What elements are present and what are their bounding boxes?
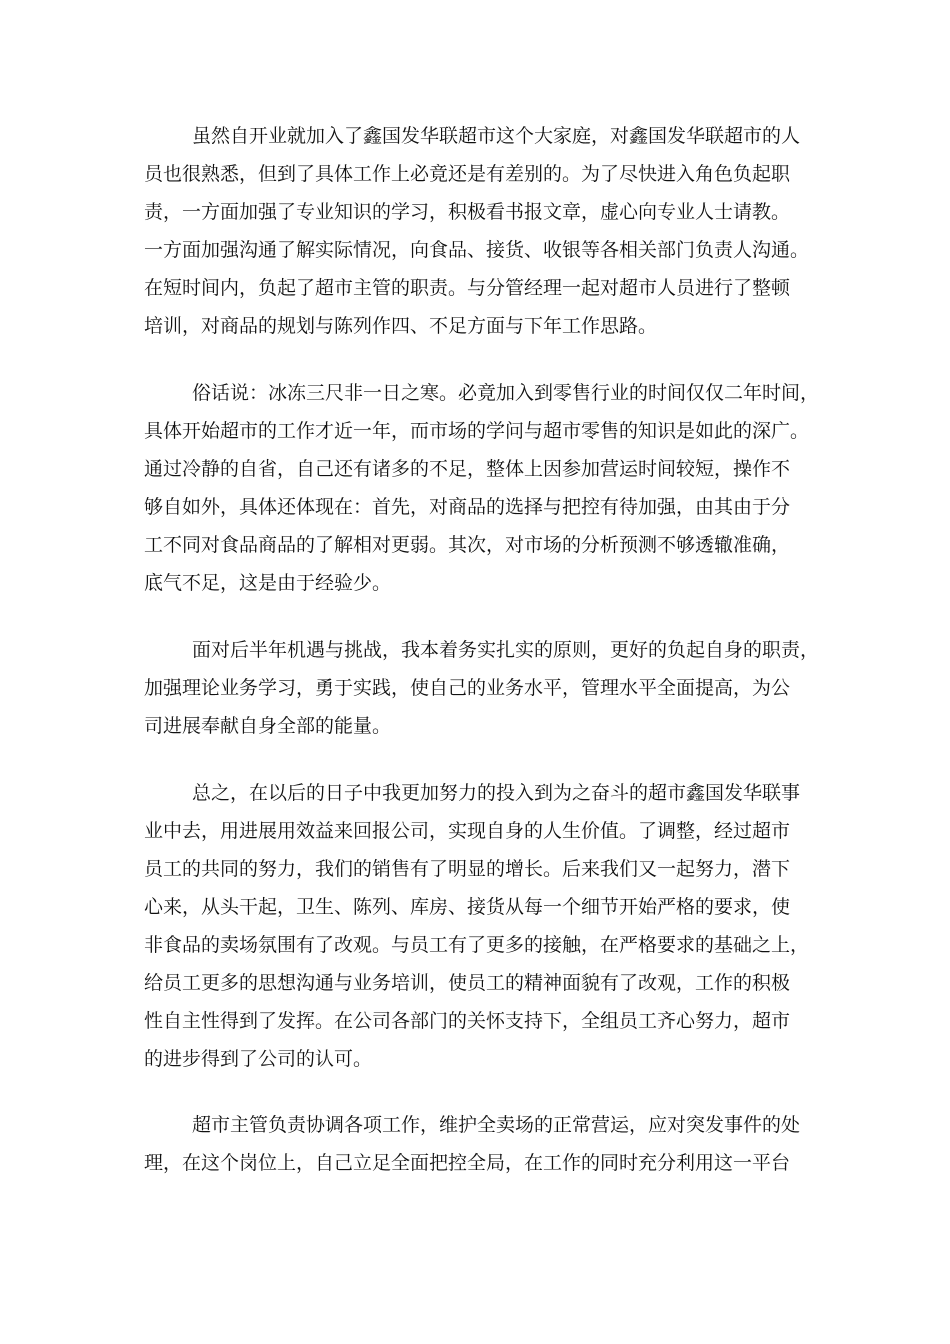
text-line: 给员工更多的思想沟通与业务培训，使员工的精神面貌有了改观，工作的积极: [144, 972, 791, 994]
paragraph-2: [144, 374, 834, 602]
text-line: 性自主性得到了发挥。在公司各部门的关怀支持下，全组员工齐心努力，超市: [144, 1010, 791, 1032]
text-line: 的进步得到了公司的认可。: [144, 1048, 373, 1070]
text-line: 底气不足，这是由于经验少。: [144, 572, 392, 594]
text-line: 责，一方面加强了专业知识的学习，积极看书报文章，虚心向专业人士请教。: [144, 201, 791, 223]
text-line: 具体开始超市的工作才近一年，而市场的学问与超市零售的知识是如此的深广。: [144, 420, 810, 442]
paragraph-4: [144, 774, 834, 1078]
text-line: 总之，在以后的日子中我更加努力的投入到为之奋斗的超市鑫国发华联事: [192, 782, 801, 804]
text-line: 业中去，用进展用效益来回报公司，实现自身的人生价值。了调整，经过超市: [144, 820, 791, 842]
paragraph-1: [144, 117, 834, 345]
text-line: 员也很熟悉，但到了具体工作上必竟还是有差别的。为了尽快进入角色负起职: [144, 163, 791, 185]
text-line: 在短时间内，负起了超市主管的职责。与分管经理一起对超市人员进行了整顿: [144, 277, 791, 299]
text-line: 通过冷静的自省，自己还有诸多的不足，整体上因参加营运时间较短，操作不: [144, 458, 791, 480]
paragraph-3: [144, 631, 834, 745]
paragraph-5: [144, 1106, 834, 1182]
text-line: 理，在这个岗位上，自己立足全面把控全局，在工作的同时充分利用这一平台: [144, 1152, 791, 1174]
text-line: 员工的共同的努力，我们的销售有了明显的增长。后来我们又一起努力，潜下: [144, 858, 791, 880]
text-line: 工不同对食品商品的了解相对更弱。其次，对市场的分析预测不够透辙准确，: [144, 534, 791, 556]
text-line: 加强理论业务学习，勇于实践，使自己的业务水平，管理水平全面提高，为公: [144, 677, 791, 699]
text-line: 面对后半年机遇与挑战，我本着务实扎实的原则，更好的负起自身的职责，: [192, 639, 820, 661]
text-line: 非食品的卖场氛围有了改观。与员工有了更多的接触，在严格要求的基础之上，: [144, 934, 810, 956]
text-line: 心来，从头干起，卫生、陈列、库房、接货从每一个细节开始严格的要求，使: [144, 896, 791, 918]
text-line: 俗话说：冰冻三尺非一日之寒。必竟加入到零售行业的时间仅仅二年时间，: [192, 382, 820, 404]
text-line: 超市主管负责协调各项工作，维护全卖场的正常营运，应对突发事件的处: [192, 1114, 801, 1136]
text-line: 虽然自开业就加入了鑫国发华联超市这个大家庭，对鑫国发华联超市的人: [192, 125, 801, 147]
text-line: 培训，对商品的规划与陈列作四、不足方面与下年工作思路。: [144, 315, 658, 337]
text-line: 一方面加强沟通了解实际情况，向食品、接货、收银等各相关部门负责人沟通。: [144, 239, 810, 261]
text-line: 司进展奉献自身全部的能量。: [144, 715, 392, 737]
text-line: 够自如外，具体还体现在：首先，对商品的选择与把控有待加强，由其由于分: [144, 496, 791, 518]
